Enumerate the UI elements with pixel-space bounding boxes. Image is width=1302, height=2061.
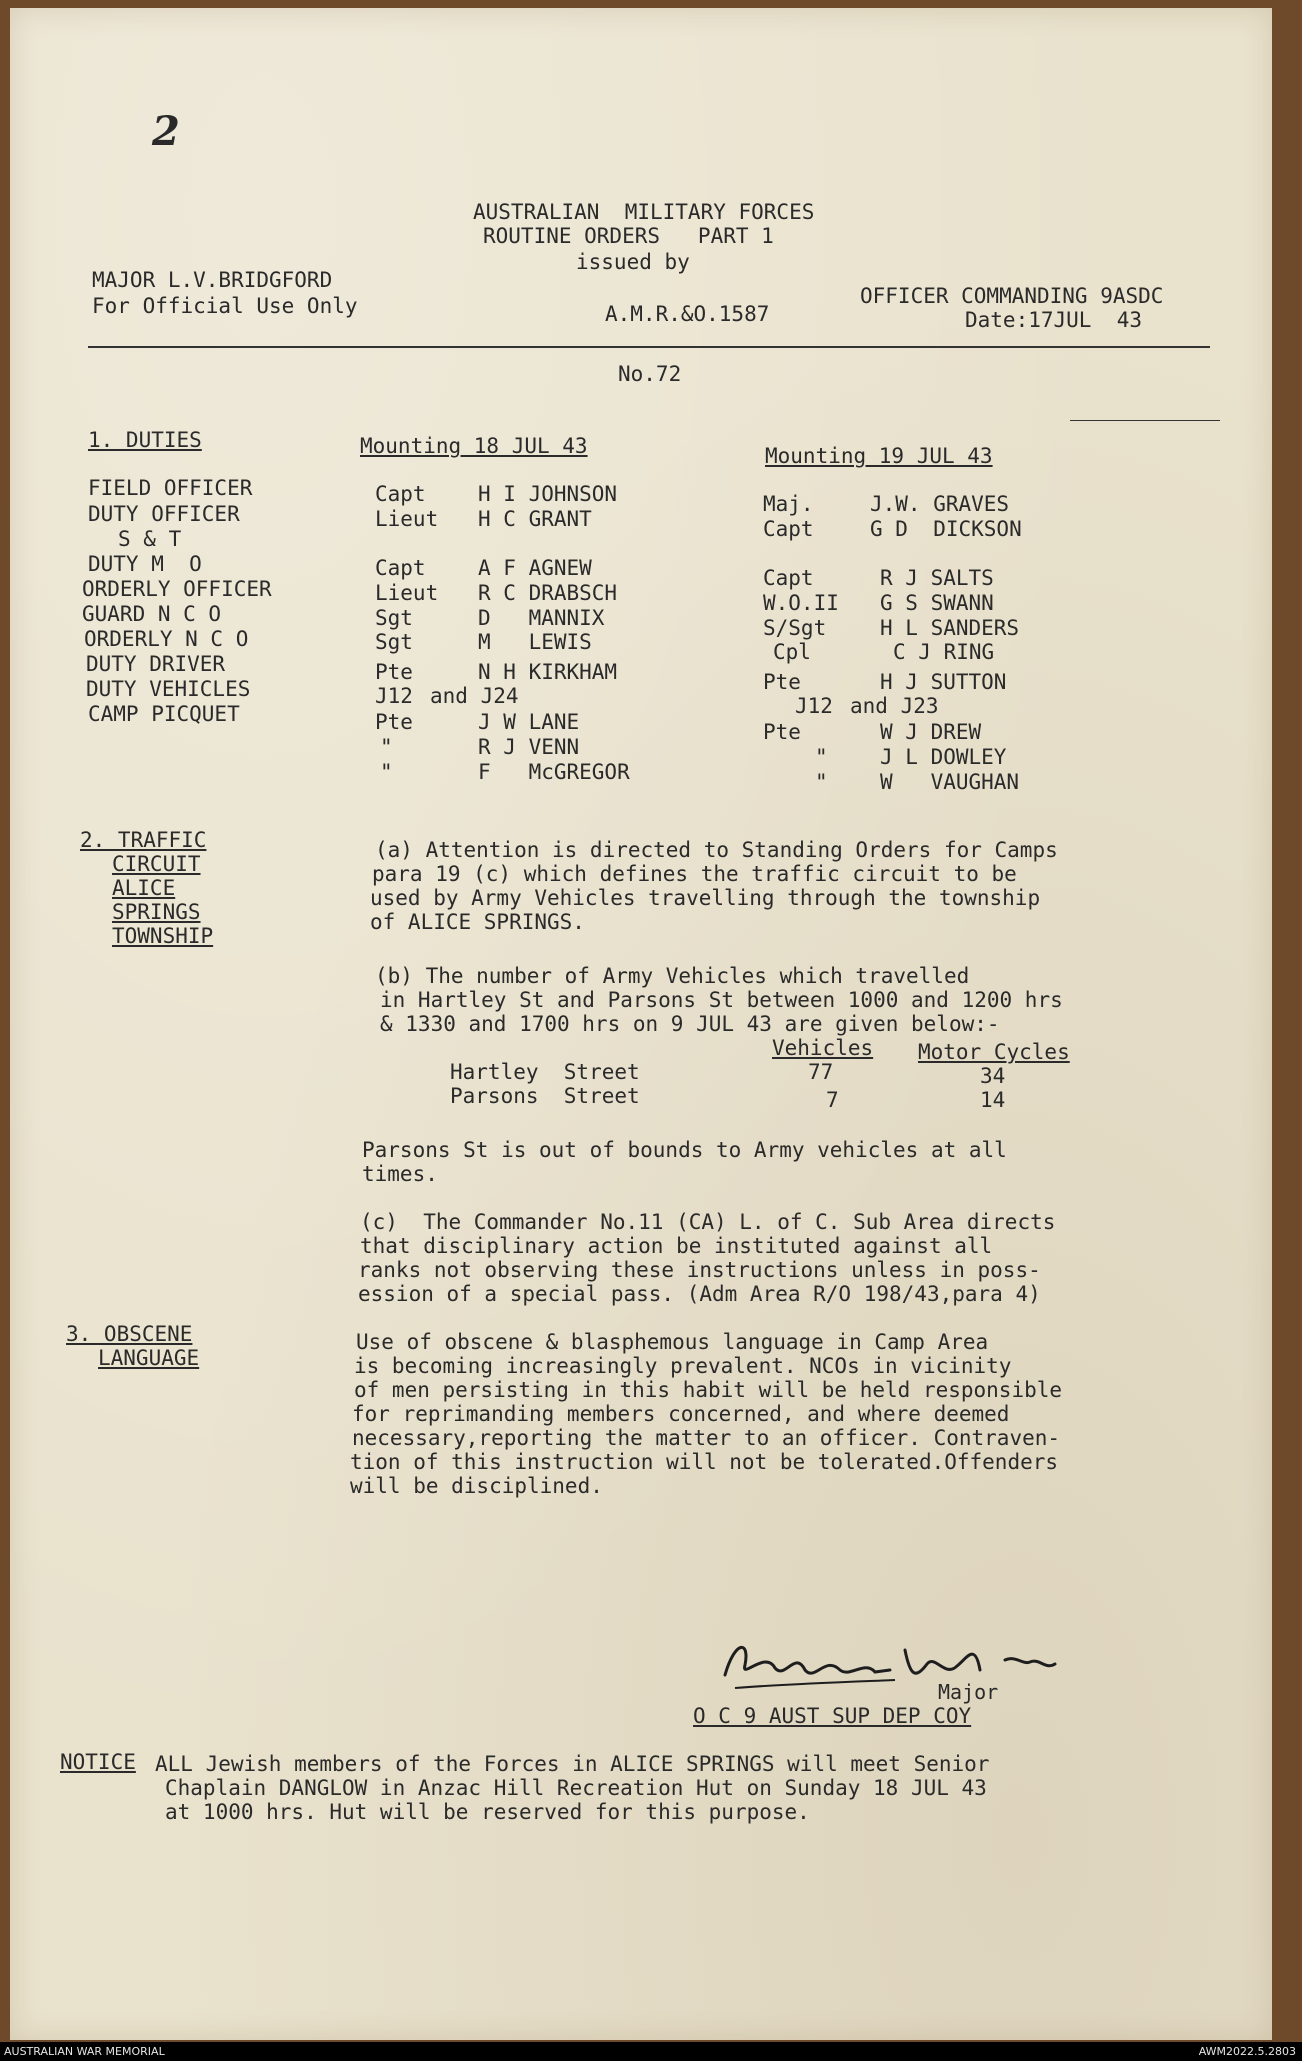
duties-col1-heading: Mounting 18 JUL 43 xyxy=(360,434,588,458)
para-line: of ALICE SPRINGS. xyxy=(370,910,585,934)
header-date: Date:17JUL 43 xyxy=(965,308,1143,332)
duty-rank-18: Pte xyxy=(375,660,413,684)
para-line: for reprimanding members concerned, and where deemed xyxy=(352,1402,1010,1426)
duty-name-19: W VAUGHAN xyxy=(880,770,1020,794)
duty-rank-18: " xyxy=(380,735,393,759)
para-line: of men persisting in this habit will be held responsible xyxy=(354,1378,1063,1402)
duty-name-18: and J24 xyxy=(430,684,519,708)
footer-institution: AUSTRALIAN WAR MEMORIAL xyxy=(4,2045,165,2058)
para-line: para 19 (c) which defines the traffic circuit to be xyxy=(372,862,1017,886)
duty-name-19: J.W. GRAVES xyxy=(870,492,1010,516)
table-street: Parsons Street xyxy=(450,1084,640,1108)
duty-rank-19: Maj. xyxy=(763,492,814,516)
duty-rank-19: Pte xyxy=(763,720,801,744)
table-header-motor-cycles: Motor Cycles xyxy=(918,1040,1070,1064)
duty-name-18: J W LANE xyxy=(478,710,580,734)
footer-accession-number: AWM2022.5.2803 xyxy=(1198,2045,1296,2058)
duty-role: CAMP PICQUET xyxy=(88,702,240,726)
duty-rank-19: " xyxy=(815,770,828,794)
duty-rank-19: S/Sgt xyxy=(763,616,827,640)
header-issued-by: issued by xyxy=(576,250,690,274)
notice-line: at 1000 hrs. Hut will be reserved for this purpose. xyxy=(165,1800,810,1824)
duty-name-18: H C GRANT xyxy=(478,507,592,531)
table-vehicles: 7 xyxy=(826,1088,839,1112)
duty-role: DUTY VEHICLES xyxy=(86,677,251,701)
signature-rank: Major xyxy=(938,1680,999,1704)
obscene-heading-line: 3. OBSCENE xyxy=(66,1322,193,1346)
notice-label: NOTICE xyxy=(60,1750,136,1774)
duty-rank-19: " xyxy=(815,745,828,769)
header-subtitle: ROUTINE ORDERS PART 1 xyxy=(483,224,774,248)
duty-role: DUTY DRIVER xyxy=(86,652,226,676)
duty-name-19: and J23 xyxy=(850,694,939,718)
notice-line: ALL Jewish members of the Forces in ALICE SPRINGS will meet Senior xyxy=(155,1752,990,1776)
header-officer-name: MAJOR L.V.BRIDGFORD xyxy=(92,268,333,292)
para-line: is becoming increasingly prevalent. NCOs in vicinity xyxy=(354,1354,1012,1378)
para-line: tion of this instruction will not be tolerated.Offenders xyxy=(350,1450,1059,1474)
section-rule xyxy=(1070,420,1220,421)
duty-rank-18: " xyxy=(380,760,393,784)
duty-name-19: H J SUTTON xyxy=(880,670,1007,694)
duty-name-19: H L SANDERS xyxy=(880,616,1020,640)
header-commanding: OFFICER COMMANDING 9ASDC xyxy=(860,284,1164,308)
para-line: that disciplinary action be instituted against all xyxy=(360,1234,993,1258)
para-line: necessary,reporting the matter to an officer. Contraven- xyxy=(352,1426,1061,1450)
duty-rank-19: Capt xyxy=(763,517,814,541)
duty-rank-19: Capt xyxy=(763,566,814,590)
signature-title: O C 9 AUST SUP DEP COY xyxy=(693,1704,972,1728)
para-line: in Hartley St and Parsons St between 1000 and 1200 hrs xyxy=(380,988,1063,1012)
signature-scribble xyxy=(705,1620,1085,1700)
traffic-heading-line: TOWNSHIP xyxy=(112,924,214,948)
duty-role: DUTY M O xyxy=(88,552,202,576)
duty-name-19: R J SALTS xyxy=(880,566,994,590)
duty-rank-18: Capt xyxy=(375,482,426,506)
duty-rank-18: Pte xyxy=(375,710,413,734)
duty-name-19: W J DREW xyxy=(880,720,982,744)
duty-name-18: R C DRABSCH xyxy=(478,581,618,605)
table-cycles: 34 xyxy=(980,1064,1006,1088)
duty-name-19: G D DICKSON xyxy=(870,517,1022,541)
duty-role: FIELD OFFICER xyxy=(88,476,253,500)
duty-name-18: H I JOHNSON xyxy=(478,482,618,506)
table-cycles: 14 xyxy=(980,1088,1006,1112)
para-line: Use of obscene & blasphemous language in Camp Area xyxy=(356,1330,989,1354)
duty-name-18: M LEWIS xyxy=(478,630,592,654)
archive-footer xyxy=(0,2042,1302,2061)
duty-role: GUARD N C O xyxy=(82,602,222,626)
para-line: ranks not observing these instructions unless in poss- xyxy=(358,1258,1041,1282)
traffic-heading-line: ALICE xyxy=(112,876,176,900)
header-title: AUSTRALIAN MILITARY FORCES xyxy=(473,200,815,224)
para-line: (b) The number of Army Vehicles which travelled xyxy=(375,964,970,988)
duty-name-19: C J RING xyxy=(893,640,995,664)
table-street: Hartley Street xyxy=(450,1060,640,1084)
duty-rank-19: J12 xyxy=(795,694,833,718)
para-line: (a) Attention is directed to Standing Orders for Camps xyxy=(375,838,1058,862)
traffic-heading-line: SPRINGS xyxy=(112,900,201,924)
traffic-heading-line: 2. TRAFFIC xyxy=(80,828,207,852)
duty-role: S & T xyxy=(118,527,182,551)
duties-col2-heading: Mounting 19 JUL 43 xyxy=(765,444,993,468)
duty-name-18: A F AGNEW xyxy=(478,556,592,580)
duty-name-18: R J VENN xyxy=(478,735,580,759)
duty-rank-19: Pte xyxy=(763,670,801,694)
duty-rank-18: Lieut xyxy=(375,581,439,605)
obscene-heading-line: LANGUAGE xyxy=(98,1346,200,1370)
order-number: No.72 xyxy=(618,362,682,386)
duty-rank-19: Cpl xyxy=(773,640,811,664)
duty-rank-18: Lieut xyxy=(375,507,439,531)
traffic-heading-line: CIRCUIT xyxy=(112,852,201,876)
header-reference: A.M.R.&O.1587 xyxy=(605,302,770,326)
para-line: (c) The Commander No.11 (CA) L. of C. Sub Area directs xyxy=(360,1210,1056,1234)
duty-name-18: F McGREGOR xyxy=(478,760,630,784)
header-rule xyxy=(88,346,1210,348)
table-vehicles: 77 xyxy=(808,1060,834,1084)
notice-line: Chaplain DANGLOW in Anzac Hill Recreation Hut on Sunday 18 JUL 43 xyxy=(165,1776,987,1800)
para-line: ession of a special pass. (Adm Area R/O 198/43,para 4) xyxy=(358,1282,1041,1306)
table-header-vehicles: Vehicles xyxy=(772,1036,874,1060)
para-line: & 1330 and 1700 hrs on 9 JUL 43 are given below:- xyxy=(380,1012,1000,1036)
duty-name-18: N H KIRKHAM xyxy=(478,660,618,684)
duty-role: ORDERLY N C O xyxy=(84,627,249,651)
duty-name-19: G S SWANN xyxy=(880,591,994,615)
duty-role: DUTY OFFICER xyxy=(88,502,240,526)
para-line: used by Army Vehicles travelling through the township xyxy=(370,886,1041,910)
duty-rank-18: J12 xyxy=(375,684,413,708)
duty-rank-18: Sgt xyxy=(375,630,413,654)
duty-role: ORDERLY OFFICER xyxy=(82,577,272,601)
page-number: 2 xyxy=(152,108,180,155)
duty-rank-18: Sgt xyxy=(375,606,413,630)
duty-rank-18: Capt xyxy=(375,556,426,580)
duties-heading: 1. DUTIES xyxy=(88,428,202,452)
para-line: will be disciplined. xyxy=(350,1474,603,1498)
duty-rank-19: W.O.II xyxy=(763,591,839,615)
para-line: Parsons St is out of bounds to Army vehicles at all xyxy=(362,1138,1007,1162)
para-line: times. xyxy=(362,1162,438,1186)
duty-name-19: J L DOWLEY xyxy=(880,745,1007,769)
header-official-use: For Official Use Only xyxy=(92,294,358,318)
duty-name-18: D MANNIX xyxy=(478,606,605,630)
